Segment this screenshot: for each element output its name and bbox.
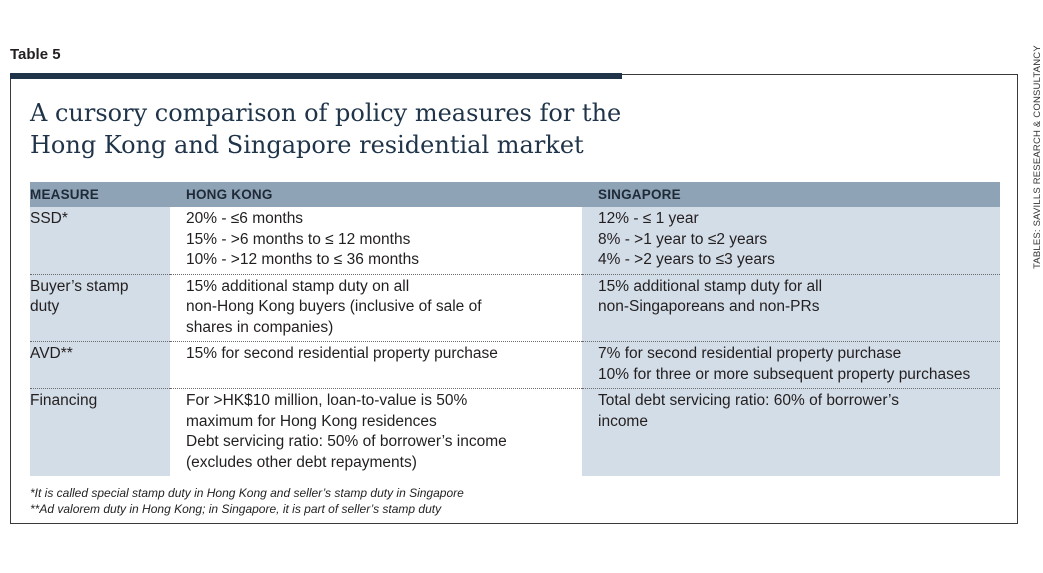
cell-line: Debt servicing ratio: 50% of borrower’s income (186, 433, 507, 450)
cell-line: 10% for three or more subsequent property purchases (598, 365, 971, 383)
cell-line: For >HK$10 million, loan-to-value is 50% (186, 392, 468, 409)
hong-kong-cell (170, 207, 582, 274)
comparison-table (30, 182, 1000, 476)
singapore-cell (582, 342, 1000, 389)
source-credit (1021, 45, 1043, 269)
footnote: **Ad valorem duty in Hong Kong; in Singapore, it is part of seller’s stamp duty (30, 502, 442, 516)
table-row (30, 274, 1000, 342)
accent-bar (10, 73, 622, 79)
cell-line: non-Hong Kong buyers (inclusive of sale of (186, 298, 482, 315)
cell-line: Financing (30, 392, 98, 409)
table-title (30, 97, 670, 161)
cell-line: non-Singaporeans and non-PRs (598, 298, 820, 315)
hong-kong-cell (170, 274, 582, 342)
hong-kong-cell (170, 389, 582, 477)
header-measure: MEASURE (30, 182, 170, 207)
table-row (30, 389, 1000, 477)
measure-cell (30, 207, 170, 274)
hong-kong-cell (170, 342, 582, 389)
cell-line: maximum for Hong Kong residences (186, 412, 437, 430)
measure-cell (30, 342, 170, 389)
cell-line: 10% - >12 months to ≤ 36 months (186, 251, 419, 268)
footnote: *It is called special stamp duty in Hong Kong and seller’s stamp duty in Singapore (30, 486, 464, 500)
cell-line: Buyer’s stamp (30, 277, 129, 295)
source-credit-text: TABLES: SAVILLS RESEARCH & CONSULTANCY (1032, 45, 1043, 269)
cell-line: SSD* (30, 210, 68, 227)
measure-cell (30, 274, 170, 342)
cell-line: income (598, 412, 648, 430)
cell-line: shares in companies) (186, 318, 334, 336)
cell-line: 15% additional stamp duty for all (598, 277, 823, 295)
cell-line: 15% additional stamp duty on all (186, 277, 410, 295)
cell-line: 15% for second residential property purchase (186, 345, 498, 362)
cell-line: duty (30, 298, 60, 315)
header-row (30, 182, 1000, 207)
title-line: Hong Kong and Singapore residential market (30, 131, 584, 159)
singapore-cell (582, 274, 1000, 342)
cell-line: 7% for second residential property purchase (598, 345, 902, 362)
cell-line: 15% - >6 months to ≤ 12 months (186, 230, 411, 248)
footnotes (30, 485, 464, 517)
cell-line: 8% - >1 year to ≤2 years (598, 230, 768, 248)
cell-line: (excludes other debt repayments) (186, 453, 417, 471)
cell-line: Total debt servicing ratio: 60% of borrower’s (598, 392, 899, 409)
title-line: A cursory comparison of policy measures for the (30, 99, 622, 127)
header-singapore: SINGAPORE (582, 182, 1000, 207)
cell-line: AVD** (30, 345, 73, 362)
cell-line: 4% - >2 years to ≤3 years (598, 251, 775, 268)
table-row (30, 207, 1000, 274)
singapore-cell (582, 207, 1000, 274)
table-row (30, 342, 1000, 389)
header-hong-kong: HONG KONG (170, 182, 582, 207)
table-label: Table 5 (10, 46, 61, 63)
cell-line: 12% - ≤ 1 year (598, 210, 699, 227)
cell-line: 20% - ≤6 months (186, 210, 304, 227)
singapore-cell (582, 389, 1000, 477)
measure-cell (30, 389, 170, 477)
